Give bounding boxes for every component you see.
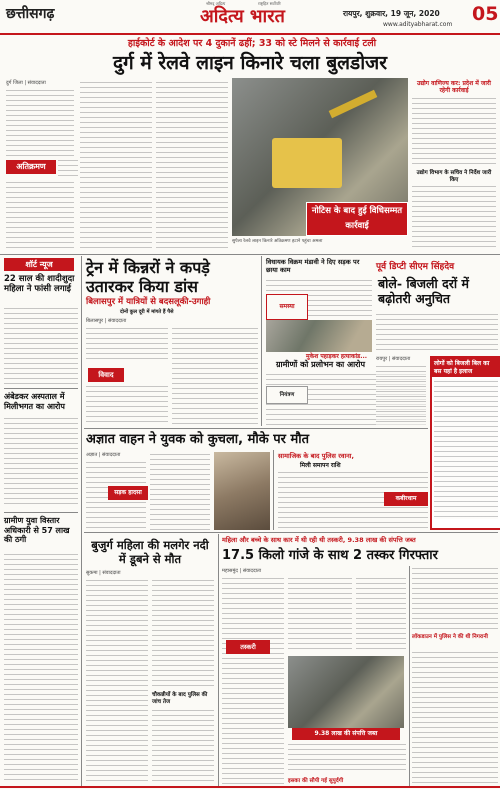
story7-label-box xyxy=(226,640,270,654)
story2-body-col2 xyxy=(172,326,258,426)
short-news-div-2 xyxy=(4,512,78,513)
lead-body-col1c xyxy=(6,180,74,250)
story7-body-bottom xyxy=(288,742,406,774)
lead-side-sub: उद्योग विभाग के सचिव ने निर्देश जारी किए xyxy=(416,170,492,183)
bulldozer-shape xyxy=(272,138,342,188)
story5-label2: कबीरधाम xyxy=(395,495,417,502)
short-news-label: शॉर्ट न्यूज xyxy=(25,260,53,269)
story3-kicker: विधायक विक्रम मंडावी ने दिए सड़क पर छाया काम xyxy=(266,258,360,274)
story7-body-col3 xyxy=(356,576,406,652)
short-news-2-body xyxy=(4,416,78,508)
story4-red-box xyxy=(430,356,500,530)
bottom-rule xyxy=(0,786,500,788)
short-news-label-box xyxy=(4,258,74,271)
lead-body-col2 xyxy=(80,80,152,250)
story3-box-label xyxy=(266,386,308,404)
column-rule-left xyxy=(81,256,82,786)
section-label: छत्तीसगढ़ xyxy=(6,6,55,22)
story7-body-col2 xyxy=(288,576,352,652)
story2-body-col1 xyxy=(86,326,168,360)
story3-photo xyxy=(266,320,372,352)
story7-bottom-line: इसका की सौपी गई सुपुर्दगी xyxy=(288,778,344,784)
lead-photo xyxy=(232,78,408,236)
masthead-rule xyxy=(0,33,500,35)
story3-box-text: नियंत्रण xyxy=(279,392,295,398)
short-news-1-body xyxy=(4,306,78,384)
story5-photo xyxy=(214,452,270,530)
photo-caption-box xyxy=(306,202,408,236)
story2-subhead: बिलासपुर में यात्रियों से बदसलूकी-उगाही xyxy=(86,297,211,307)
story6-headline: बुजुर्ग महिला की मलगेर नदी में डूबने से मौत xyxy=(91,538,209,566)
dateline: रायपुर, शुक्रवार, 19 जून, 2020 xyxy=(343,9,440,18)
short-news-2-headline: अंबेडकर अस्पताल में मिलीभगत का आरोप xyxy=(4,392,65,411)
lead-quote-label-text: अतिक्रमण xyxy=(16,162,46,171)
lead-side-body xyxy=(412,96,496,166)
story7-photo-caption-box xyxy=(292,728,400,740)
story5-box-kicker: सामाजिक के बाद पुलिस रवाना, xyxy=(278,452,354,460)
lead-quote-label xyxy=(6,160,56,174)
divider-2 xyxy=(84,428,428,429)
story5-body-col2 xyxy=(150,452,210,530)
lead-kicker: हाईकोर्ट के आदेश पर 4 दुकानें ढहीं; 33 को स्टे मिलने से कार्रवाई टली xyxy=(127,38,377,49)
story2-body-col1b xyxy=(86,384,168,426)
photo-caption: नोटिस के बाद हुई विधिसम्मत कार्रवाई xyxy=(311,206,403,231)
lead-body-col1b xyxy=(58,158,78,178)
bulldozer-arm xyxy=(329,90,378,118)
column-rule-mid xyxy=(261,256,262,426)
story5-label-box xyxy=(108,486,148,500)
story2-tag: दोनों कुल दूरी में मांगते हैं पैसे xyxy=(120,309,174,315)
story6-subhead: चौकन्नीयों के बाद पुलिस की जांच तेज xyxy=(152,692,208,705)
story6-body-col3 xyxy=(152,708,214,784)
story5-label: सड़क हादसा xyxy=(114,489,142,496)
story7-photo-caption: 9.38 लाख की संपत्ति जब्त xyxy=(314,730,378,737)
short-news-3-headline: ग्रामीण युवा विस्तार अधिकारी से 57 लाख की ठगी xyxy=(4,516,70,544)
column-rule-story7 xyxy=(409,566,410,786)
column-rule-story6 xyxy=(218,534,219,786)
lead-body-col1 xyxy=(6,88,74,156)
lead-byline: दुर्ग जिला | संवाददाता xyxy=(6,80,46,86)
story7-right-body2 xyxy=(412,650,498,784)
logo-text: अदित्य भारत xyxy=(200,6,285,27)
lead-side-body2 xyxy=(412,184,496,250)
story6-byline: सुकमा | संवाददाता xyxy=(86,570,121,576)
website[interactable]: www.adityabharat.com xyxy=(383,21,453,28)
story5-box-sub: मिली समापन राशि xyxy=(300,462,341,469)
divider-3 xyxy=(84,532,498,533)
story5-headline: अज्ञात वाहन ने युवक को कुचला, मौके पर मौत xyxy=(86,432,310,447)
page-number: 05 xyxy=(472,3,499,25)
story4-headline: बोले- बिजली दरों में बढ़ोतरी अनुचित xyxy=(378,276,469,306)
story4-body2 xyxy=(376,364,426,426)
lead-photo-note: सुपेला रेलवे लाइन किनारे अतिक्रमण हटाने पहुंचा अमला xyxy=(232,239,323,244)
story7-right-sub: लॉकडाउन में पुलिस ने की थी निगरानी xyxy=(412,634,488,640)
short-news-1-headline: 22 साल की शादीशुदा महिला ने फांसी लगाई xyxy=(4,274,75,294)
story4-byline: रायपुर | संवाददाता xyxy=(376,356,411,362)
story2-label: विवाद xyxy=(98,371,114,379)
story2-headline: ट्रेन में किन्नरों ने कपड़े उतारकर किया डांस xyxy=(86,258,210,296)
story7-right-body xyxy=(412,566,498,630)
divider-1 xyxy=(0,254,500,255)
logo-small: श्रीमद् अदित्य xyxy=(206,1,226,6)
story3-label-box xyxy=(266,294,308,320)
story7-photo xyxy=(288,656,404,728)
column-rule-story5 xyxy=(273,450,274,530)
story2-label-box xyxy=(88,368,124,382)
lead-headline: दुर्ग में रेलवे लाइन किनारे चला बुलडोजर xyxy=(112,52,388,74)
lead-body-col3 xyxy=(156,80,228,250)
story5-label2-box xyxy=(384,492,428,506)
short-news-3-body xyxy=(4,552,78,784)
story7-headline: 17.5 किलो गांजे के साथ 2 तस्कर गिरफ्तार xyxy=(222,548,438,563)
story3-subhead: मुकेश पहाड़कर हत्याकांड... xyxy=(306,353,368,360)
story3-headline: ग्रामीणों को प्रलोभन का आरोप xyxy=(276,360,366,369)
story7-byline: महासमुंद | संवाददाता xyxy=(222,568,262,574)
story6-body-col1 xyxy=(86,578,148,784)
story7-kicker: महिला और बच्चे के साथ कार में थी रही थी तस्करी, 9.38 लाख की संपत्ति जब्त xyxy=(222,536,416,544)
story4-kicker: पूर्व डिप्टी सीएम सिंहदेव xyxy=(376,262,455,272)
story2-byline: बिलासपुर | संवाददाता xyxy=(86,318,127,324)
story7-label: तस्करी xyxy=(240,643,256,651)
masthead xyxy=(0,0,500,36)
story5-byline: अज्ञात | संवाददाता xyxy=(86,452,121,458)
short-news-div-1 xyxy=(4,388,78,389)
story7-body-col1 xyxy=(222,576,284,784)
logo-tagline: राष्ट्रहित सर्वोपरि xyxy=(258,1,281,6)
story4-red-box-head: लोगों को बिजली बिल का बस यहां है इलाज xyxy=(432,358,500,377)
lead-side-head: उद्योग वाणिज्य कर: प्रदेश में जारी रहेगी कार्रवाई xyxy=(417,80,491,94)
story6-body-col2 xyxy=(152,578,214,688)
story4-red-box-body xyxy=(434,379,498,519)
story3-label: समस्या xyxy=(279,303,295,310)
logo xyxy=(200,4,285,28)
story4-body xyxy=(376,312,498,352)
